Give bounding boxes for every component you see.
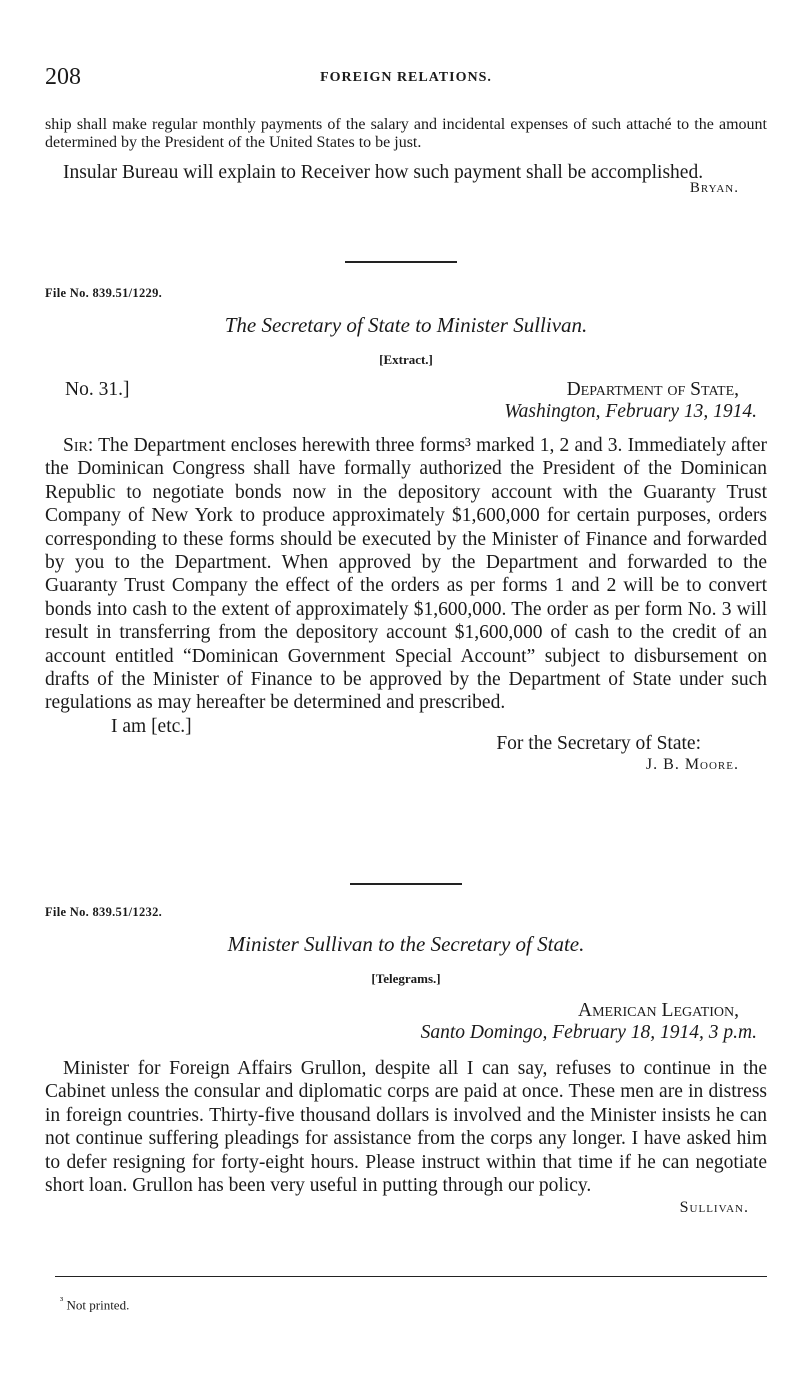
footnote-text: Not printed.	[66, 1297, 130, 1313]
extract-label: [Extract.]	[379, 352, 433, 367]
footnote	[60, 1295, 129, 1313]
salutation: Sir:	[63, 435, 94, 456]
document-1	[45, 286, 767, 774]
closing: I am [etc.]	[111, 715, 192, 737]
footnote-rule	[55, 1276, 767, 1277]
signature-sullivan: Sullivan.	[679, 1199, 749, 1217]
letter-text: The Department encloses herewith three forms³ marked 1, 2 and 3. Immediately after the Dominican Congress shall have formally authorized the President of the Dominican Republic to negotiate bonds now in the depository account with the Guaranty Trust Company of New York to produce approximately $1,600,000 for certain purposes, orders corresponding to these forms should be executed by the Minister of Finance and forwarded by you to the Department. When approved by the Department and forwarded to the Guaranty Trust Company the effect of the orders as per forms 1 and 2 will be to convert bonds into cash to the extent of approximately $1,600,000. The order as per form No. 3 will result in transferring from the depository account $1,600,000 of cash to the credit of an account entitled “Dominican Government Special Account” subject to disbursement on drafts of the Minister of Finance to be approved by the Department of State under such regulations as may hereafter be determined and prescribed.	[45, 435, 767, 714]
footnote-marker: ³	[60, 1295, 64, 1307]
for-secretary: For the Secretary of State:	[496, 733, 701, 755]
dispatch-header	[45, 378, 767, 428]
running-header	[45, 64, 767, 94]
document-2	[45, 905, 767, 1217]
continued-text: ship shall make regular monthly payments of the salary and incidental expenses of such attaché to the amount determined by the President of the United States to be just.	[45, 116, 767, 151]
section-divider-2	[350, 883, 462, 885]
dispatch-number: No. 31.]	[65, 379, 130, 400]
telegram-body: Minister for Foreign Affairs Grullon, despite all I can say, refuses to continue in the Cabinet unless the consular and diplomatic corps are paid at once. These men are in distress in foreign countries. Thirty-five thousand dollars is involved and the Minister insists he can not continue suffering pleadings for assistance from the corps any longer. I have asked him to defer resigning for forty-eight hours. Please instruct within that time if he can negotiate short loan. Grullon has been very useful in putting through our policy.	[45, 1058, 767, 1197]
signature-moore: J. B. Moore.	[645, 755, 739, 773]
page-number: 208	[45, 64, 81, 90]
place-date-2: Santo Domingo, February 18, 1914, 3 p.m.	[420, 1022, 757, 1043]
file-number-2: File No. 839.51/1232.	[45, 905, 163, 919]
telegram-header	[45, 999, 767, 1049]
opening-paragraph: Insular Bureau will explain to Receiver how such payment shall be accomplished.	[63, 162, 704, 183]
signature-bryan: Bryan.	[689, 180, 739, 197]
legation-name: American Legation,	[578, 1000, 739, 1021]
telegrams-label: [Telegrams.]	[371, 971, 441, 986]
running-title: FOREIGN RELATIONS.	[320, 70, 492, 85]
letter-body	[45, 434, 767, 715]
department-name: Department of State,	[566, 379, 739, 400]
section-divider	[345, 261, 457, 263]
place-date: Washington, February 13, 1914.	[504, 401, 757, 422]
document-title-2: Minister Sullivan to the Secretary of State.	[227, 932, 585, 956]
file-number: File No. 839.51/1229.	[45, 286, 163, 300]
document-title: The Secretary of State to Minister Sullivan.	[224, 313, 588, 337]
opening-section	[45, 116, 767, 197]
